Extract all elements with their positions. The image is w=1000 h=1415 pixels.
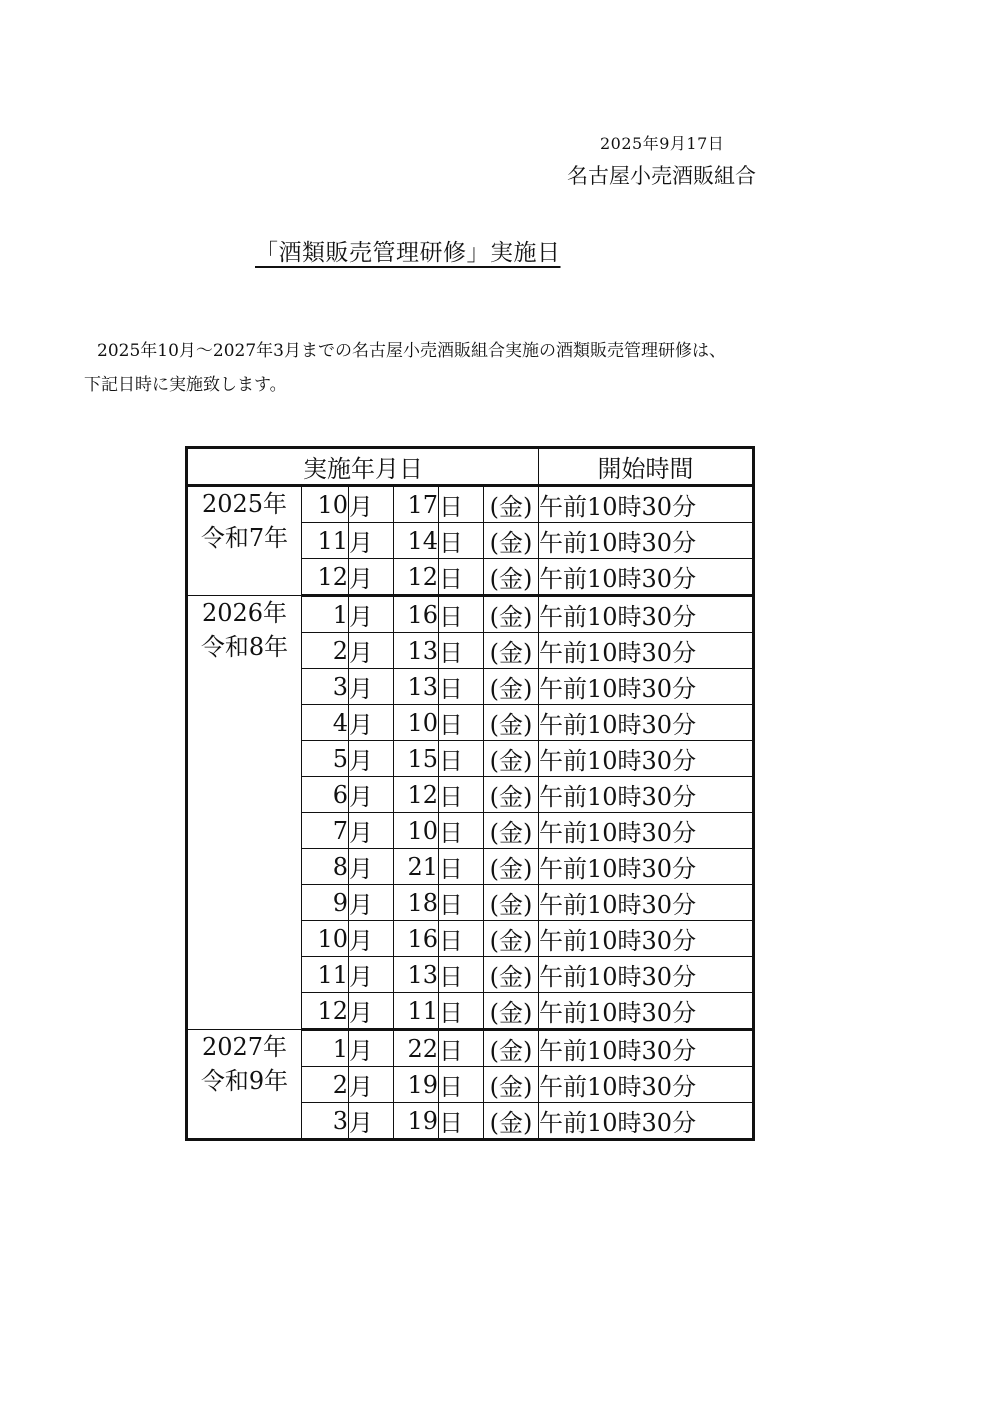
start-time: 午前10時30分	[539, 523, 754, 559]
day-of-week: (金)	[484, 813, 539, 849]
day-of-week: (金)	[484, 885, 539, 921]
month-suffix: 月	[349, 993, 394, 1030]
month-number: 7	[302, 813, 349, 849]
start-time: 午前10時30分	[539, 486, 754, 523]
day-number: 21	[394, 849, 439, 885]
day-suffix: 日	[439, 993, 484, 1030]
month-suffix: 月	[349, 921, 394, 957]
day-number: 13	[394, 669, 439, 705]
organization-name: 名古屋小売酒販組合	[567, 164, 756, 188]
day-suffix: 日	[439, 669, 484, 705]
start-time: 午前10時30分	[539, 1067, 754, 1103]
day-of-week: (金)	[484, 957, 539, 993]
era-label: 令和7年	[200, 524, 289, 552]
month-suffix: 月	[349, 1030, 394, 1067]
month-number: 11	[302, 523, 349, 559]
start-time: 午前10時30分	[539, 596, 754, 633]
day-of-week: (金)	[484, 486, 539, 523]
start-time: 午前10時30分	[539, 885, 754, 921]
day-suffix: 日	[439, 486, 484, 523]
month-suffix: 月	[349, 523, 394, 559]
day-of-week: (金)	[484, 741, 539, 777]
header-start-time: 開始時間	[539, 448, 754, 486]
table-row	[187, 1030, 754, 1067]
year-label: 2027年	[201, 1033, 288, 1061]
day-of-week: (金)	[484, 1103, 539, 1140]
day-of-week: (金)	[484, 633, 539, 669]
day-suffix: 日	[439, 777, 484, 813]
month-number: 10	[302, 921, 349, 957]
year-cell	[187, 596, 302, 1030]
day-number: 18	[394, 885, 439, 921]
month-suffix: 月	[349, 633, 394, 669]
month-number: 10	[302, 486, 349, 523]
day-of-week: (金)	[484, 921, 539, 957]
day-suffix: 日	[439, 849, 484, 885]
start-time: 午前10時30分	[539, 1103, 754, 1140]
start-time: 午前10時30分	[539, 777, 754, 813]
month-number: 1	[302, 596, 349, 633]
month-number: 3	[302, 669, 349, 705]
day-of-week: (金)	[484, 993, 539, 1030]
start-time: 午前10時30分	[539, 813, 754, 849]
year-cell	[187, 1030, 302, 1140]
day-number: 22	[394, 1030, 439, 1067]
body-text-line-1: 2025年10月～2027年3月までの名古屋小売酒販組合実施の酒類販売管理研修は、	[97, 341, 726, 361]
month-number: 12	[302, 993, 349, 1030]
day-number: 15	[394, 741, 439, 777]
day-suffix: 日	[439, 1103, 484, 1140]
start-time: 午前10時30分	[539, 957, 754, 993]
month-suffix: 月	[349, 559, 394, 596]
day-number: 10	[394, 705, 439, 741]
table-header-row	[187, 448, 754, 486]
day-suffix: 日	[439, 741, 484, 777]
day-suffix: 日	[439, 1030, 484, 1067]
year-label: 2026年	[201, 599, 288, 627]
month-number: 9	[302, 885, 349, 921]
start-time: 午前10時30分	[539, 849, 754, 885]
month-number: 11	[302, 957, 349, 993]
day-number: 19	[394, 1103, 439, 1140]
body-text-line-2: 下記日時に実施致します。	[84, 375, 287, 395]
day-number: 19	[394, 1067, 439, 1103]
schedule-table	[185, 446, 755, 1141]
month-suffix: 月	[349, 705, 394, 741]
schedule-body	[187, 486, 754, 1140]
day-of-week: (金)	[484, 705, 539, 741]
month-number: 8	[302, 849, 349, 885]
day-suffix: 日	[439, 957, 484, 993]
header-date: 実施年月日	[187, 448, 539, 486]
start-time: 午前10時30分	[539, 921, 754, 957]
day-suffix: 日	[439, 1067, 484, 1103]
issue-date: 2025年9月17日	[600, 134, 725, 153]
start-time: 午前10時30分	[539, 1030, 754, 1067]
month-suffix: 月	[349, 849, 394, 885]
table-row	[187, 486, 754, 523]
day-suffix: 日	[439, 559, 484, 596]
month-number: 5	[302, 741, 349, 777]
day-suffix: 日	[439, 633, 484, 669]
document-title: 「酒類販売管理研修」実施日	[255, 240, 561, 266]
day-of-week: (金)	[484, 849, 539, 885]
month-number: 1	[302, 1030, 349, 1067]
year-cell	[187, 486, 302, 596]
day-number: 12	[394, 777, 439, 813]
month-number: 2	[302, 1067, 349, 1103]
day-number: 13	[394, 633, 439, 669]
month-suffix: 月	[349, 486, 394, 523]
month-number: 2	[302, 633, 349, 669]
day-suffix: 日	[439, 596, 484, 633]
start-time: 午前10時30分	[539, 705, 754, 741]
era-label: 令和9年	[200, 1067, 289, 1095]
month-suffix: 月	[349, 813, 394, 849]
month-suffix: 月	[349, 741, 394, 777]
day-suffix: 日	[439, 523, 484, 559]
day-suffix: 日	[439, 705, 484, 741]
day-number: 16	[394, 596, 439, 633]
day-number: 10	[394, 813, 439, 849]
day-number: 16	[394, 921, 439, 957]
month-suffix: 月	[349, 669, 394, 705]
day-number: 11	[394, 993, 439, 1030]
day-of-week: (金)	[484, 523, 539, 559]
day-of-week: (金)	[484, 559, 539, 596]
start-time: 午前10時30分	[539, 559, 754, 596]
day-of-week: (金)	[484, 669, 539, 705]
month-suffix: 月	[349, 1067, 394, 1103]
start-time: 午前10時30分	[539, 741, 754, 777]
day-of-week: (金)	[484, 1067, 539, 1103]
month-suffix: 月	[349, 957, 394, 993]
month-number: 3	[302, 1103, 349, 1140]
month-number: 4	[302, 705, 349, 741]
era-label: 令和8年	[200, 633, 289, 661]
year-label: 2025年	[201, 490, 288, 518]
day-number: 12	[394, 559, 439, 596]
month-suffix: 月	[349, 777, 394, 813]
day-of-week: (金)	[484, 1030, 539, 1067]
day-suffix: 日	[439, 921, 484, 957]
day-number: 13	[394, 957, 439, 993]
day-suffix: 日	[439, 885, 484, 921]
day-number: 14	[394, 523, 439, 559]
table-row	[187, 596, 754, 633]
day-of-week: (金)	[484, 596, 539, 633]
day-of-week: (金)	[484, 777, 539, 813]
start-time: 午前10時30分	[539, 669, 754, 705]
start-time: 午前10時30分	[539, 993, 754, 1030]
month-number: 6	[302, 777, 349, 813]
month-suffix: 月	[349, 1103, 394, 1140]
day-number: 17	[394, 486, 439, 523]
month-suffix: 月	[349, 885, 394, 921]
month-suffix: 月	[349, 596, 394, 633]
month-number: 12	[302, 559, 349, 596]
day-suffix: 日	[439, 813, 484, 849]
start-time: 午前10時30分	[539, 633, 754, 669]
